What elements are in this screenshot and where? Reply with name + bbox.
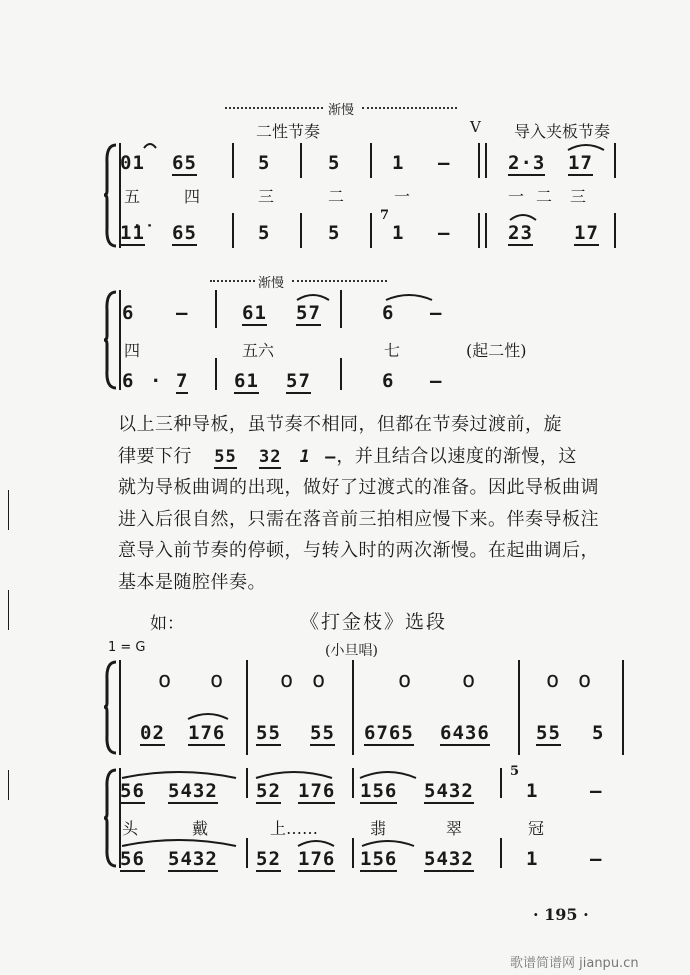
note-group: 176 xyxy=(298,780,336,802)
role-label: (小旦唱) xyxy=(325,643,378,659)
inline-notes: 32 xyxy=(258,447,282,467)
key-signature: 1 = G xyxy=(108,640,146,655)
lyric: 冠 xyxy=(528,819,545,838)
paragraph-text: ，并且结合以速度的渐慢，这 xyxy=(336,446,577,467)
barline xyxy=(246,838,248,868)
lyric: 三 xyxy=(258,187,275,206)
note: 5 xyxy=(328,222,341,244)
note-group: 2·3 xyxy=(508,152,546,174)
lyric: 七 xyxy=(384,341,401,360)
grace-note: 7 xyxy=(380,208,390,223)
note: 6 xyxy=(382,370,395,392)
barline xyxy=(246,768,248,798)
barline xyxy=(340,290,342,328)
barline xyxy=(485,143,487,178)
inline-notes: 1 xyxy=(299,447,311,467)
example-title: 《打金枝》选段 xyxy=(300,611,448,633)
slur xyxy=(296,838,336,848)
note-group: 65 xyxy=(172,222,197,244)
barline xyxy=(119,290,121,390)
lyric: 五 xyxy=(124,187,141,206)
note: 6 xyxy=(122,370,135,392)
barline xyxy=(352,838,354,868)
page-number: · 195 · xyxy=(533,905,589,924)
barline xyxy=(500,838,502,868)
barline xyxy=(518,660,520,755)
barline xyxy=(300,143,302,178)
slur xyxy=(186,711,230,721)
note-group: 6436 xyxy=(440,722,490,744)
note: 5 xyxy=(258,222,271,244)
dot: · xyxy=(150,370,163,392)
note-group: 156 xyxy=(360,848,398,870)
note-group: 55 xyxy=(536,722,561,744)
slur xyxy=(566,142,606,152)
rest: o xyxy=(578,668,593,693)
system-brace xyxy=(104,143,118,248)
paragraph-line: 就为导板曲调的出现，做好了过渡式的准备。因此导板曲调 xyxy=(118,477,599,498)
barline xyxy=(215,290,217,328)
barline xyxy=(232,143,234,178)
rest: o xyxy=(546,668,561,693)
barline xyxy=(614,213,616,248)
note-group: 02 xyxy=(140,722,165,744)
rest: o xyxy=(312,668,327,693)
dash: — xyxy=(590,848,603,870)
scan-mark xyxy=(8,590,9,630)
tempo-dotted-line xyxy=(362,107,457,109)
note: 1 xyxy=(526,848,539,870)
paragraph-text: 律要下行 xyxy=(118,446,192,467)
scan-mark xyxy=(8,770,9,800)
barline xyxy=(370,143,372,178)
tempo-mark: 渐慢 xyxy=(328,103,355,118)
note-group: 5432 xyxy=(424,780,474,802)
paragraph-line: 基本是随腔伴奏。 xyxy=(118,572,266,593)
lyric: 四 xyxy=(184,187,201,206)
barline xyxy=(622,660,624,755)
scan-mark xyxy=(8,490,9,530)
slur xyxy=(120,770,238,780)
note: 6 xyxy=(122,302,135,324)
note-group: 1̇1̇ xyxy=(120,222,145,244)
note-group: 17 xyxy=(568,152,593,174)
slur xyxy=(508,212,538,222)
note-group: 55 xyxy=(310,722,335,744)
note-group: 23 xyxy=(508,222,533,244)
dash: — xyxy=(438,152,451,174)
section-label: 导入夹板节奏 xyxy=(514,122,611,141)
tempo-dotted-line xyxy=(292,280,387,282)
barline xyxy=(232,213,234,248)
barline xyxy=(300,213,302,248)
lyric: 翡 xyxy=(370,819,387,838)
barline xyxy=(478,143,480,178)
note: 7 xyxy=(176,370,189,392)
lyric: 头 xyxy=(122,819,139,838)
barline xyxy=(340,358,342,390)
note-group: 57 xyxy=(286,370,311,392)
note-group: 52 xyxy=(256,780,281,802)
inline-notes: 55 xyxy=(214,447,237,467)
note: 1 xyxy=(392,222,405,244)
note-group: 56 xyxy=(120,780,145,802)
tempo-dotted-line xyxy=(225,107,323,109)
barline xyxy=(614,143,616,178)
dash: — xyxy=(430,370,443,392)
note-group: 17 xyxy=(574,222,599,244)
rest: o xyxy=(210,668,225,693)
note: 5 xyxy=(258,152,271,174)
barline xyxy=(119,660,121,755)
note-group: 56 xyxy=(120,848,145,870)
lyric: 戴 xyxy=(192,819,209,838)
tie xyxy=(384,292,434,302)
note-group: 01 xyxy=(120,152,145,174)
note-group: 176 xyxy=(298,848,336,870)
barline xyxy=(500,768,502,798)
lyric: 二 xyxy=(328,187,345,206)
lyric: 四 xyxy=(124,341,141,360)
paragraph-line: 进入后很自然，只需在落音前三拍相应慢下来。伴奏导板注 xyxy=(118,509,599,530)
slur xyxy=(358,770,418,780)
dash: — xyxy=(176,302,189,324)
slur xyxy=(142,140,158,150)
note-group: 176 xyxy=(188,722,226,744)
breath-mark: V xyxy=(470,118,481,136)
section-label: 二性节奏 xyxy=(256,122,321,141)
note: 5 xyxy=(592,722,605,744)
note-group: 57 xyxy=(296,302,321,324)
dash: — xyxy=(590,780,603,802)
paragraph-line xyxy=(118,441,577,474)
barline xyxy=(370,213,372,248)
barline xyxy=(352,768,354,798)
system-brace xyxy=(104,290,118,390)
dash: — xyxy=(430,302,443,324)
slur xyxy=(120,838,238,848)
paragraph-line: 意导入前节奏的停顿，与转入时的两次渐慢。在起曲调后， xyxy=(118,540,599,561)
lyric: 一 xyxy=(394,187,411,206)
rest: o xyxy=(280,668,295,693)
note-group: 6765 xyxy=(364,722,414,744)
note-group: 55 xyxy=(256,722,281,744)
note-group: 52 xyxy=(256,848,281,870)
note-group: 61 xyxy=(234,370,259,392)
rest: o xyxy=(398,668,413,693)
lyric: 二 xyxy=(536,187,553,206)
rest: o xyxy=(158,668,173,693)
slur xyxy=(295,292,331,302)
tempo-mark: 渐慢 xyxy=(258,276,285,291)
barline xyxy=(478,213,480,248)
tempo-dotted-line xyxy=(210,280,255,282)
note-group: 5432 xyxy=(424,848,474,870)
barline xyxy=(485,213,487,248)
note-group: 5432 xyxy=(168,780,218,802)
slur xyxy=(360,838,416,848)
system-brace xyxy=(104,768,118,868)
note-group: 156 xyxy=(360,780,398,802)
system-brace xyxy=(104,660,118,755)
note-group: 61 xyxy=(242,302,267,324)
example-intro: 如： xyxy=(150,614,184,634)
lyric: 五六 xyxy=(242,341,275,360)
performance-note: (起二性) xyxy=(466,341,527,360)
note: 5 xyxy=(328,152,341,174)
barline xyxy=(352,660,354,755)
inline-notes: — xyxy=(325,447,337,467)
grace-note: 5 xyxy=(510,764,520,779)
dash: — xyxy=(438,222,451,244)
note-group: 5432 xyxy=(168,848,218,870)
slur xyxy=(254,770,334,780)
note-group: 65 xyxy=(172,152,197,174)
lyric: 一 xyxy=(508,187,525,206)
note: 1 xyxy=(392,152,405,174)
lyric: 上…… xyxy=(270,819,319,838)
barline xyxy=(246,660,248,755)
lyric: 翠 xyxy=(446,819,463,838)
lyric: 三 xyxy=(570,187,587,206)
paragraph-line: 以上三种导板，虽节奏不相同，但都在节奏过渡前，旋 xyxy=(118,414,562,435)
watermark: 歌谱简谱网 jianpu.cn xyxy=(510,956,639,971)
note: 1 xyxy=(526,780,539,802)
barline xyxy=(215,358,217,390)
note: 6 xyxy=(382,302,395,324)
rest: o xyxy=(462,668,477,693)
